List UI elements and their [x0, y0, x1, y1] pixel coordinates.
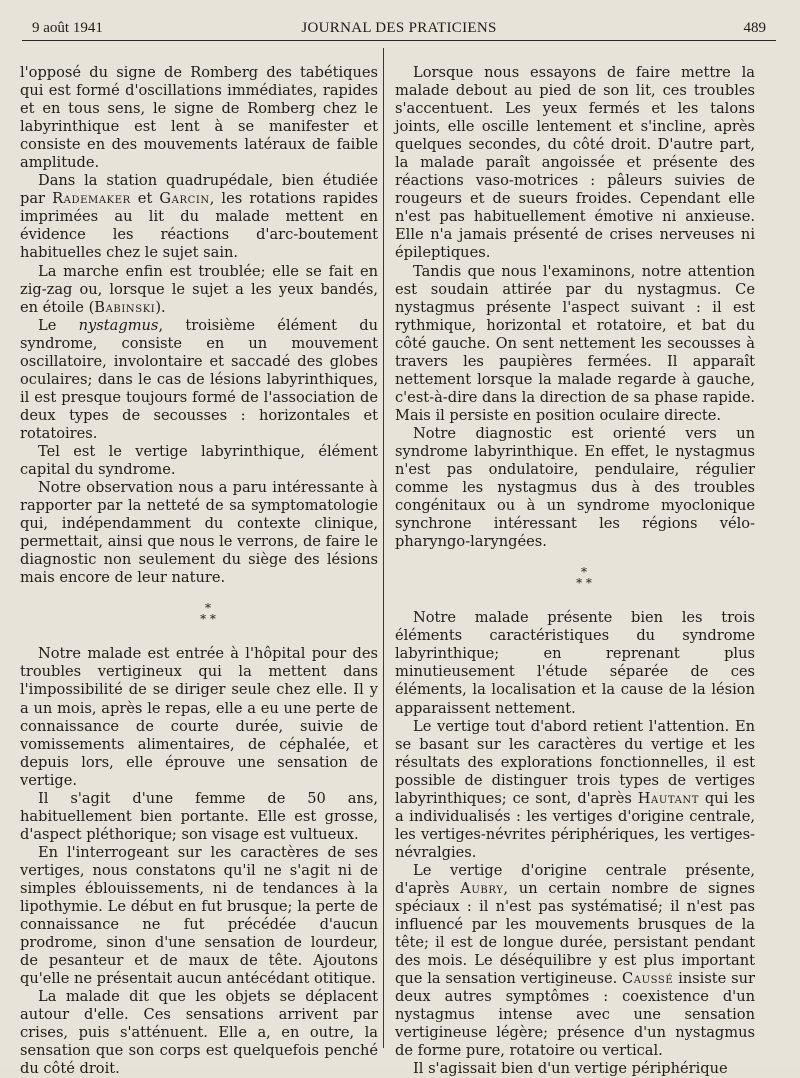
paragraph: Tandis que nous l'examinons, notre attention est soudain attirée par du nystagmus. Ce nystagmus présente l'aspect suivant : il est rythmique, horizontal et rotatoire, et bat du côté gauche. On sent nettement les secousses à travers les paupières fermées. Il apparaît nettement lorsque la malade regarde à gauche, c'est-à-dire dans la direction de sa phase rapide. Mais il persiste en position oculaire directe.	[395, 262, 755, 424]
paragraph: Tel est le vertige labyrinthique, élément capital du syndrome.	[20, 442, 378, 479]
asterism-bottom: * *	[576, 576, 592, 591]
author-name: Garcin	[159, 190, 210, 208]
asterism-bottom: * *	[200, 612, 216, 627]
right-column	[395, 64, 755, 1078]
paragraph: La malade dit que les objets se déplacent autour d'elle. Ces sensations arrivent par crises, puis s'atténuent. Elle a, en outre, la sensation que son corps est quelquefois penché du côté droit.	[20, 988, 378, 1078]
author-name: Aubry	[460, 879, 504, 897]
paragraph: Le vertige tout d'abord retient l'attention. En se basant sur les caractères du vertige et les résultats des explorations fonctionnelles, il est possible de distinguer trois types de vertiges labyrinthiques; ce sont, d'après Hautant qui les a individualisés : les vertiges d'origine centrale, les vertiges-névrites périphériques, les vertiges-névralgies.	[395, 717, 755, 861]
asterism-top: *	[205, 601, 211, 616]
paragraph: Lorsque nous essayons de faire mettre la malade debout au pied de son lit, ces troubles s'accentuent. Les yeux fermés et les talons joints, elle oscille lentement et s'incline, après quelques secondes, du côté droit. D'autre part, la malade paraît angoissée et présente des réactions vaso-motrices : pâleurs suivies de rougeurs et de sueurs froides. Cependant elle n'est pas habituellement émotive ni anxieuse. Elle n'a jamais présenté de crises nerveuses ni épileptiques.	[395, 64, 755, 262]
column-divider	[383, 48, 384, 1048]
asterism-top: *	[581, 565, 587, 580]
paragraph: Notre diagnostic est orienté vers un syndrome labyrinthique. En effet, le nystagmus n'est pas ondulatoire, pendulaire, régulier comme les nystagmus dus à des troubles congénitaux ou à un syndrome myoclonique synchrone intéressant les régions vélo-pharyngo-laryngées.	[395, 424, 755, 551]
header-page-number: 489	[743, 20, 766, 36]
header-date: 9 août 1941	[32, 20, 103, 36]
author-name: Caussé	[622, 970, 674, 988]
paragraph: Il s'agissait bien d'un vertige périphérique	[413, 1060, 728, 1078]
paragraph: Notre malade présente bien les trois éléments caractéristiques du syndrome labyrinthique; en reprenant plus minutieusement l'étude séparée de ces éléments, la localisation et la cause de la lésion apparaissent nettement.	[395, 609, 755, 717]
paragraph: Le vertige d'origine centrale présente, d'après Aubry, un certain nombre de signes spéciaux : il n'est pas systématisé; il n'est pas influencé par les mouvements brusques de la tête; il est de longue durée, persistant pendant des mois. Le déséquilibre y est plus important que la sensation vertigineuse. Caussé insiste sur deux autres symptômes : coexistence d'un nystagmus intense avec une sensation vertigineuse légère; présence d'un nystagmus de forme pure, rotatoire ou vertical.	[395, 861, 756, 1060]
author-name: Babinski	[94, 298, 156, 316]
paragraph: Il s'agit d'une femme de 50 ans, habituellement bien portante. Elle est grosse, d'aspect pléthorique; son visage est vultueux.	[20, 789, 378, 843]
paragraph: En l'interrogeant sur les caractères de ses vertiges, nous constatons qu'il ne s'agit ni de simples éblouissements, ni de tendances à la lipothymie. Le début en fut brusque; la perte de connaissance ne fut précédée d'aucun prodrome, sinon d'une sensation de lourdeur, de pesanteur et de maux de tête. Ajoutons qu'elle ne présentait aucun antécédant otitique.	[20, 843, 378, 988]
left-column	[20, 64, 378, 1078]
paragraph: Notre malade est entrée à l'hôpital pour des troubles vertigineux qui la mettent dans l'impossibilité de se diriger seule chez elle. Il y a un mois, après le repas, elle a eu une perte de connaissance de courte durée, suivie de vomissements alimentaires, de céphalée, et depuis lors, elle éprouve une sensation de vertige.	[20, 645, 378, 789]
italic-term: nystagmus	[78, 316, 159, 334]
paragraph: Le nystagmus, troisième élément du syndrome, consiste en un mouvement oscillatoire, involontaire et saccadé des globes oculaires; dans le cas de lésions labyrinthiques, il est presque toujours formé de l'association de deux types de secousses : horizontales et rotatoires.	[20, 316, 379, 442]
paragraph: La marche enfin est troublée; elle se fait en zig-zag ou, lorsque le sujet a les yeux bandés, en étoile (Babinski).	[20, 262, 378, 316]
author-name: Hautant	[637, 789, 700, 807]
paragraph: Notre observation nous a paru intéressante à rapporter par la netteté de sa symptomatologie qui, indépendamment du contexte clinique, permettait, ainsi que nous le verrons, de faire le diagnostic non seulement du siège des lésions mais encore de leur nature.	[20, 479, 378, 587]
paragraph: Dans la station quadrupédale, bien étudiée par Rademaker et Garcin, les rotations rapides imprimées au lit du malade mettent en évidence les réactions d'arc-boutement habituelles chez le sujet sain.	[20, 172, 378, 262]
author-name: Rademaker	[52, 190, 131, 208]
header-journal-title: JOURNAL DES PRATICIENS	[301, 20, 497, 36]
running-header	[22, 14, 776, 41]
paragraph: l'opposé du signe de Romberg des tabétiques qui est formé d'oscillations immédiates, rapides et en tous sens, le signe de Romberg chez le labyrinthique est lent à se manifester et consiste en des mouvements latéraux de faible amplitude.	[20, 64, 378, 172]
